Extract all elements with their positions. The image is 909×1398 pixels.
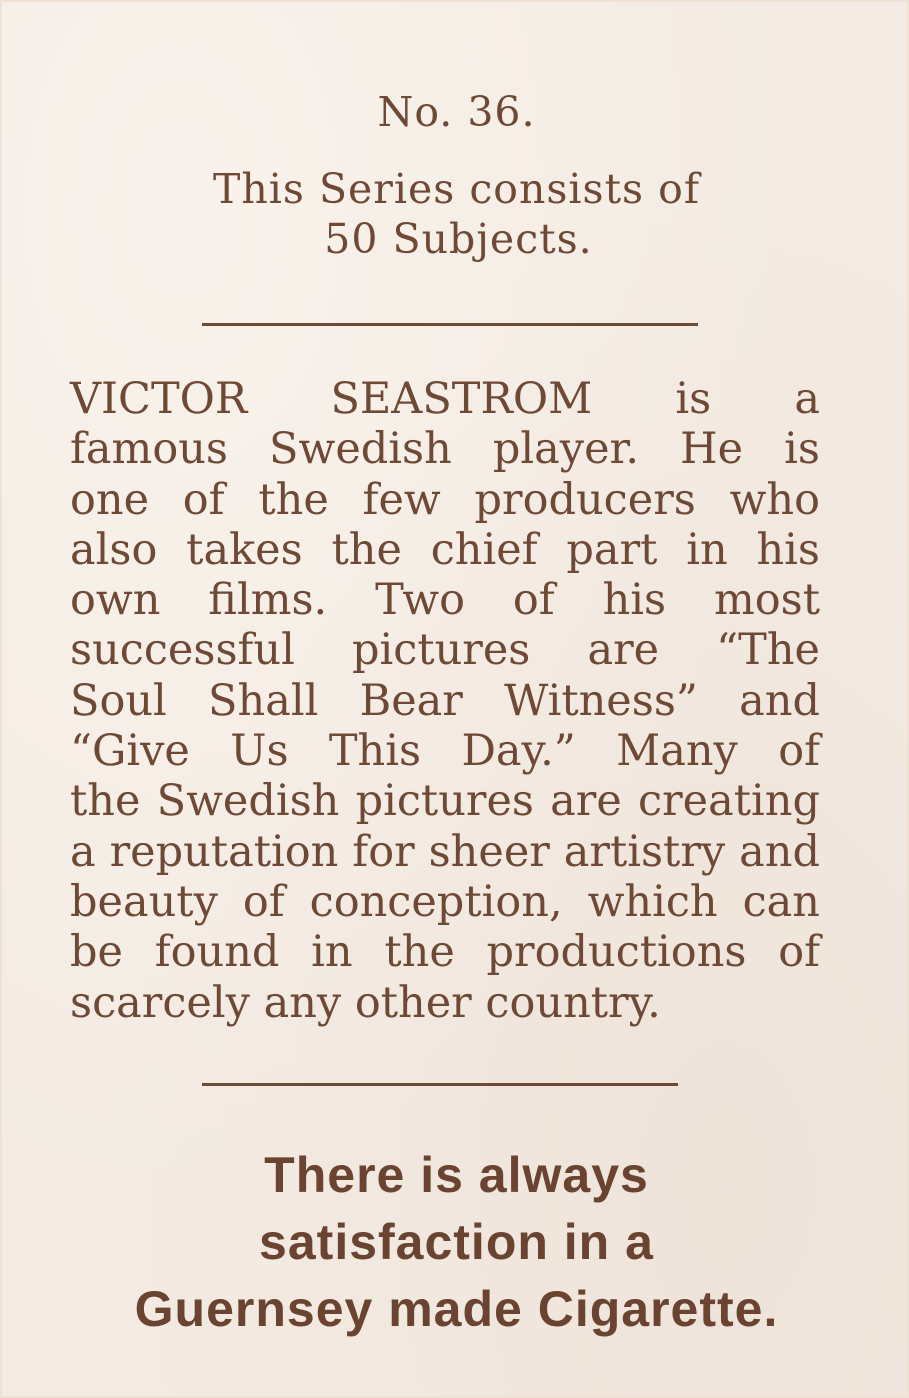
bio-line: one of the few producers who [70,474,820,525]
bio-line: beauty of conception, which can [70,876,820,927]
bio-line: Soul Shall Bear Witness” and [70,675,820,726]
series-line-1: This Series consists of [213,165,700,213]
card-number: No. 36. [377,88,536,136]
series-statement [2,164,909,264]
bio-line: be found in the productions of [70,927,820,978]
biography-text [70,374,820,1028]
bio-line: the Swedish pictures are creating [70,776,820,827]
slogan-line-3: Guernsey made Cigarette. [134,1281,779,1337]
series-line-2: 50 Subjects. [324,215,593,263]
slogan-line-1: There is always [264,1147,649,1203]
bio-line: also takes the chief part in his [70,524,820,575]
bio-line: scarcely any other country. [70,977,661,1028]
bio-line: “Give Us This Day.” Many of [70,726,820,777]
top-divider [202,323,698,326]
bottom-divider [202,1083,678,1086]
advertising-slogan [2,1142,909,1343]
bio-line: a reputation for sheer artistry and [70,826,820,877]
bio-line: famous Swedish player. He is [70,424,820,475]
bio-line: VICTOR SEASTROM is a [70,374,820,424]
slogan-line-2: satisfaction in a [259,1214,654,1270]
bio-line: successful pictures are “The [70,625,820,676]
bio-line: own films. Two of his most [70,575,820,626]
